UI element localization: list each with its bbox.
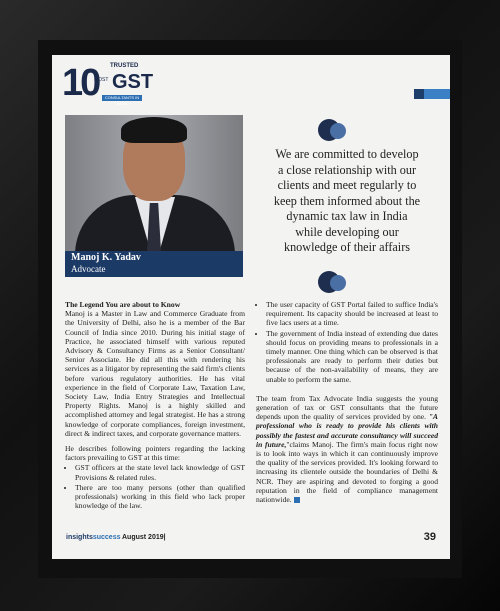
photo-hair	[121, 117, 187, 143]
advice-paragraph: The team from Tax Advocate India suggests the young generation of tax or GST consultants that the future depends upon the quality of services provided by one.	[256, 393, 438, 422]
logo-top-text: TRUSTED	[110, 63, 139, 69]
logo-number: 10	[62, 62, 99, 104]
list-item: • The user capacity of GST Portal failed to suffice India's requirement. Its capacity should be increased at least to five lacs users at a time.	[266, 300, 438, 328]
pointers-list	[65, 463, 245, 510]
footer-brand	[66, 534, 120, 541]
section-heading: The Legend You are about to Know	[65, 300, 181, 309]
issues-list	[256, 300, 438, 384]
quote-close-icon	[318, 271, 340, 293]
brand-part-b: success	[92, 534, 121, 541]
right-column	[256, 300, 438, 510]
issue-date: August 2019|	[122, 534, 166, 541]
pointers-intro: He describes following pointers regarding the lacking factors prevailing to GST at this time:	[65, 444, 245, 463]
quote-open-icon	[318, 119, 340, 141]
focus-paragraph: "claims Manoj. The firm's main focus right now is to look into ways in which it can continuously improve the quality of the services provided. It's looking forward to increasing its clientele outside the boundaries of Delhi & NCR. They are aspiring and devoted to forging a good reputation in the field of compliance management nationwide.	[256, 439, 438, 505]
pull-quote: We are committed to develop a close relationship with our clients and meet regularly to keep them informed about the dynamic tax law in India while developing our knowledge of their affairs	[273, 147, 421, 254]
page-number: 39	[423, 531, 436, 543]
logo-most-text: MOST	[94, 77, 109, 83]
brand-part-a: insights	[66, 534, 93, 541]
corner-tag-square	[414, 89, 424, 99]
page-footer	[52, 531, 450, 551]
profile-role: Advocate	[71, 264, 106, 274]
italic-quote: "A professional who is ready to provide his clients with possibly the fastest and accurate consultancy will succeed in future,	[256, 412, 438, 449]
list-item: • GST officers at the state level lack knowledge of GST Provisions & related rules.	[75, 463, 245, 481]
list-item: • The government of India instead of extending due dates should focus on providing means to professionals in a timely manner. One thing which can be observed is that professionals are ready to perform their duties but because of the non-availability of means, they are unable to perform the same.	[266, 329, 438, 384]
corner-tag	[414, 89, 450, 99]
magazine-page	[52, 55, 450, 559]
end-mark-icon	[294, 497, 300, 503]
list-item: • There are too many persons (other than qualified professionals) working in this field who lack proper knowledge of the law.	[75, 483, 245, 511]
top10-logo	[62, 62, 162, 106]
left-column	[65, 300, 245, 511]
bio-paragraph: Manoj is a Master in Law and Commerce Graduate from the University of Delhi, also he is a member of the Bar Council of India since 2010. During his initial stage of Practice, he associated himself with various reputed Advisory & Consultancy Firms as a Senior Consultant/ Senior Associate. He did all this with rendering his services as a litigator by representing the said firm's clients before various regulatory authorities. He has vital experience in the field of Corporate Law, Taxation Law, Society Law, India Entry Strategies and Intellectual Property Rights. Manoj is a highly skilled and accomplished attorney and legal strategist. He has a strong knowledge of corporate compliances, foreign investment, direct & indirect taxes, and corporate governance matters.	[65, 309, 245, 438]
profile-photo	[65, 115, 243, 251]
photo-caption	[65, 251, 243, 277]
logo-brand-text: GST	[112, 71, 154, 93]
logo-sub-text: CONSULTANTS IN INDIA	[102, 95, 142, 101]
profile-name: Manoj K. Yadav	[71, 252, 141, 263]
